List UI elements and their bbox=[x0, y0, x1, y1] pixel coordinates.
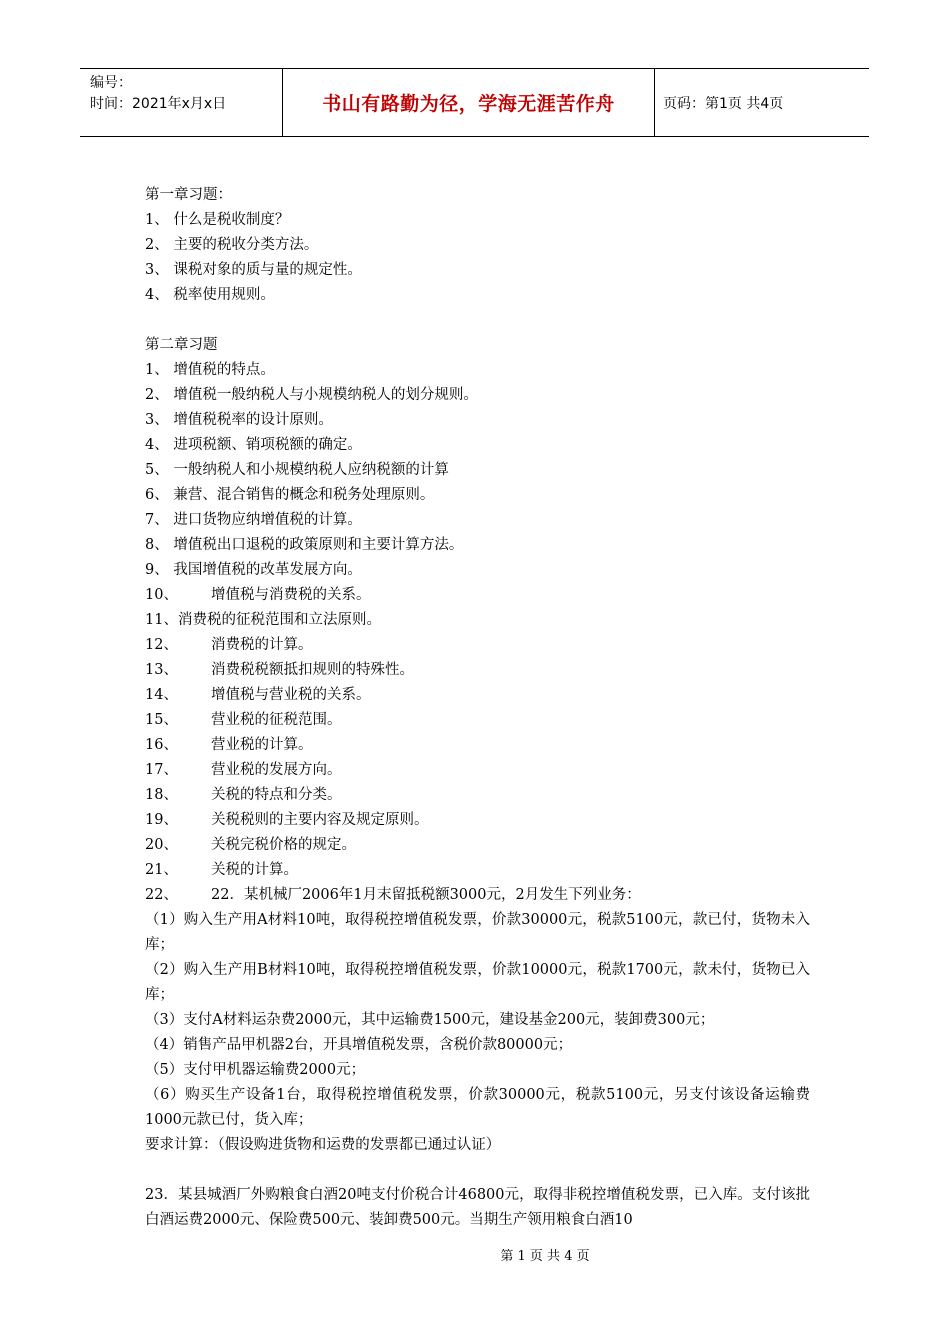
item-number: 18、 bbox=[145, 787, 178, 803]
item-number: 5、 bbox=[145, 462, 169, 478]
item-text: 兼营、混合销售的概念和税务处理原则。 bbox=[173, 487, 435, 503]
item-text: 什么是税收制度？ bbox=[173, 212, 290, 228]
list-item bbox=[145, 858, 810, 883]
page-footer: 第 1 页 共 4 页 bbox=[500, 1249, 590, 1264]
list-item bbox=[145, 683, 810, 708]
q22-line: （1）购入生产用A材料10吨，取得税控增值税发票，价款30000元，税款5100元，款已付，货物未入库； bbox=[145, 912, 810, 953]
item-number: 1、 bbox=[145, 362, 169, 378]
item-number: 3、 bbox=[145, 262, 169, 278]
item-text: 增值税的特点。 bbox=[173, 362, 275, 378]
q22-line: （3）支付A材料运杂费2000元，其中运输费1500元，建设基金200元，装卸费300元； bbox=[145, 1012, 715, 1028]
item-text: 营业税的发展方向。 bbox=[211, 762, 342, 778]
item-text: 关税的计算。 bbox=[211, 862, 298, 878]
item-number: 4、 bbox=[145, 437, 169, 453]
list-item bbox=[145, 633, 810, 658]
item-number: 9、 bbox=[145, 562, 169, 578]
list-item bbox=[145, 258, 810, 283]
item-number: 13、 bbox=[145, 662, 178, 678]
item-number: 2、 bbox=[145, 387, 169, 403]
item-text: 一般纳税人和小规模纳税人应纳税额的计算 bbox=[173, 462, 449, 478]
list-item bbox=[145, 208, 810, 233]
list-item bbox=[145, 583, 810, 608]
item-text: 消费税的征税范围和立法原则。 bbox=[177, 612, 381, 628]
item-text: 增值税与营业税的关系。 bbox=[211, 687, 371, 703]
q22-line: （6）购买生产设备1台，取得税控增值税发票，价款30000元，税款5100元，另支付该设备运输费1000元款已付，货入库； bbox=[145, 1087, 810, 1128]
item-text: 增值税一般纳税人与小规模纳税人的划分规则。 bbox=[173, 387, 478, 403]
item-text: 关税税则的主要内容及规定原则。 bbox=[211, 812, 429, 828]
list-item bbox=[145, 458, 810, 483]
item-text: 进口货物应纳增值税的计算。 bbox=[173, 512, 362, 528]
item-number: 7、 bbox=[145, 512, 169, 528]
item-text: 税率使用规则。 bbox=[173, 287, 275, 303]
page-number-label: 页码：第1页 共4页 bbox=[663, 95, 784, 112]
item-text: 22．某机械厂2006年1月末留抵税额3000元，2月发生下列业务： bbox=[211, 887, 641, 903]
list-item bbox=[145, 883, 810, 908]
item-number: 15、 bbox=[145, 712, 178, 728]
serial-label: 编号： bbox=[90, 75, 132, 91]
item-number: 3、 bbox=[145, 412, 169, 428]
list-item bbox=[145, 358, 810, 383]
chapter2-title: 第二章习题 bbox=[145, 337, 218, 353]
list-item bbox=[145, 508, 810, 533]
list-item bbox=[145, 283, 810, 308]
list-item bbox=[145, 783, 810, 808]
item-text: 消费税税额抵扣规则的特殊性。 bbox=[211, 662, 414, 678]
item-text: 营业税的征税范围。 bbox=[211, 712, 342, 728]
list-item bbox=[145, 733, 810, 758]
list-item bbox=[145, 758, 810, 783]
list-item bbox=[145, 533, 810, 558]
time-label: 时间：2021年x月x日 bbox=[90, 96, 227, 112]
item-text: 我国增值税的改革发展方向。 bbox=[173, 562, 362, 578]
item-text: 消费税的计算。 bbox=[211, 637, 313, 653]
motto: 书山有路勤为径，学海无涯苦作舟 bbox=[282, 69, 655, 136]
item-text: 进项税额、销项税额的确定。 bbox=[173, 437, 362, 453]
list-item bbox=[145, 233, 810, 258]
item-number: 20、 bbox=[145, 837, 178, 853]
item-number: 6、 bbox=[145, 487, 169, 503]
q22-line: （4）销售产品甲机器2台，开具增值税发票，含税价款80000元； bbox=[145, 1037, 573, 1053]
item-number: 4、 bbox=[145, 287, 169, 303]
header-left-cell bbox=[80, 69, 282, 136]
item-number: 22、 bbox=[145, 887, 178, 903]
q22-line: （5）支付甲机器运输费2000元； bbox=[145, 1062, 366, 1078]
item-text: 营业税的计算。 bbox=[211, 737, 313, 753]
item-number: 1、 bbox=[145, 212, 169, 228]
item-text: 课税对象的质与量的规定性。 bbox=[173, 262, 362, 278]
list-item bbox=[145, 608, 810, 633]
list-item bbox=[145, 658, 810, 683]
item-number: 16、 bbox=[145, 737, 178, 753]
list-item bbox=[145, 408, 810, 433]
item-number: 11、 bbox=[145, 612, 178, 628]
item-number: 14、 bbox=[145, 687, 178, 703]
item-number: 12、 bbox=[145, 637, 178, 653]
list-item bbox=[145, 708, 810, 733]
q23-paragraph: 23．某县城酒厂外购粮食白酒20吨支付价税合计46800元，取得非税控增值税发票，已入库。支付该批白酒运费2000元、保险费500元、装卸费500元。当期生产领用粮食白酒10 bbox=[145, 1187, 810, 1228]
list-item bbox=[145, 433, 810, 458]
list-item bbox=[145, 383, 810, 408]
item-number: 10、 bbox=[145, 587, 178, 603]
list-item bbox=[145, 833, 810, 858]
item-number: 8、 bbox=[145, 537, 169, 553]
item-number: 2、 bbox=[145, 237, 169, 253]
item-text: 主要的税收分类方法。 bbox=[173, 237, 319, 253]
item-text: 关税完税价格的规定。 bbox=[211, 837, 356, 853]
item-text: 增值税与消费税的关系。 bbox=[211, 587, 371, 603]
item-text: 增值税税率的设计原则。 bbox=[173, 412, 333, 428]
list-item bbox=[145, 483, 810, 508]
item-text: 关税的特点和分类。 bbox=[211, 787, 342, 803]
q22-line: （2）购入生产用B材料10吨，取得税控增值税发票，价款10000元，税款1700元，款未付，货物已入库； bbox=[145, 962, 810, 1003]
page-header bbox=[80, 68, 869, 137]
item-number: 19、 bbox=[145, 812, 178, 828]
list-item bbox=[145, 558, 810, 583]
q22-line: 要求计算：（假设购进货物和运费的发票都已通过认证） bbox=[145, 1137, 501, 1153]
list-item bbox=[145, 808, 810, 833]
chapter1-title: 第一章习题： bbox=[145, 187, 232, 203]
item-text: 增值税出口退税的政策原则和主要计算方法。 bbox=[173, 537, 464, 553]
item-number: 21、 bbox=[145, 862, 178, 878]
item-number: 17、 bbox=[145, 762, 178, 778]
document-body bbox=[145, 183, 810, 1233]
